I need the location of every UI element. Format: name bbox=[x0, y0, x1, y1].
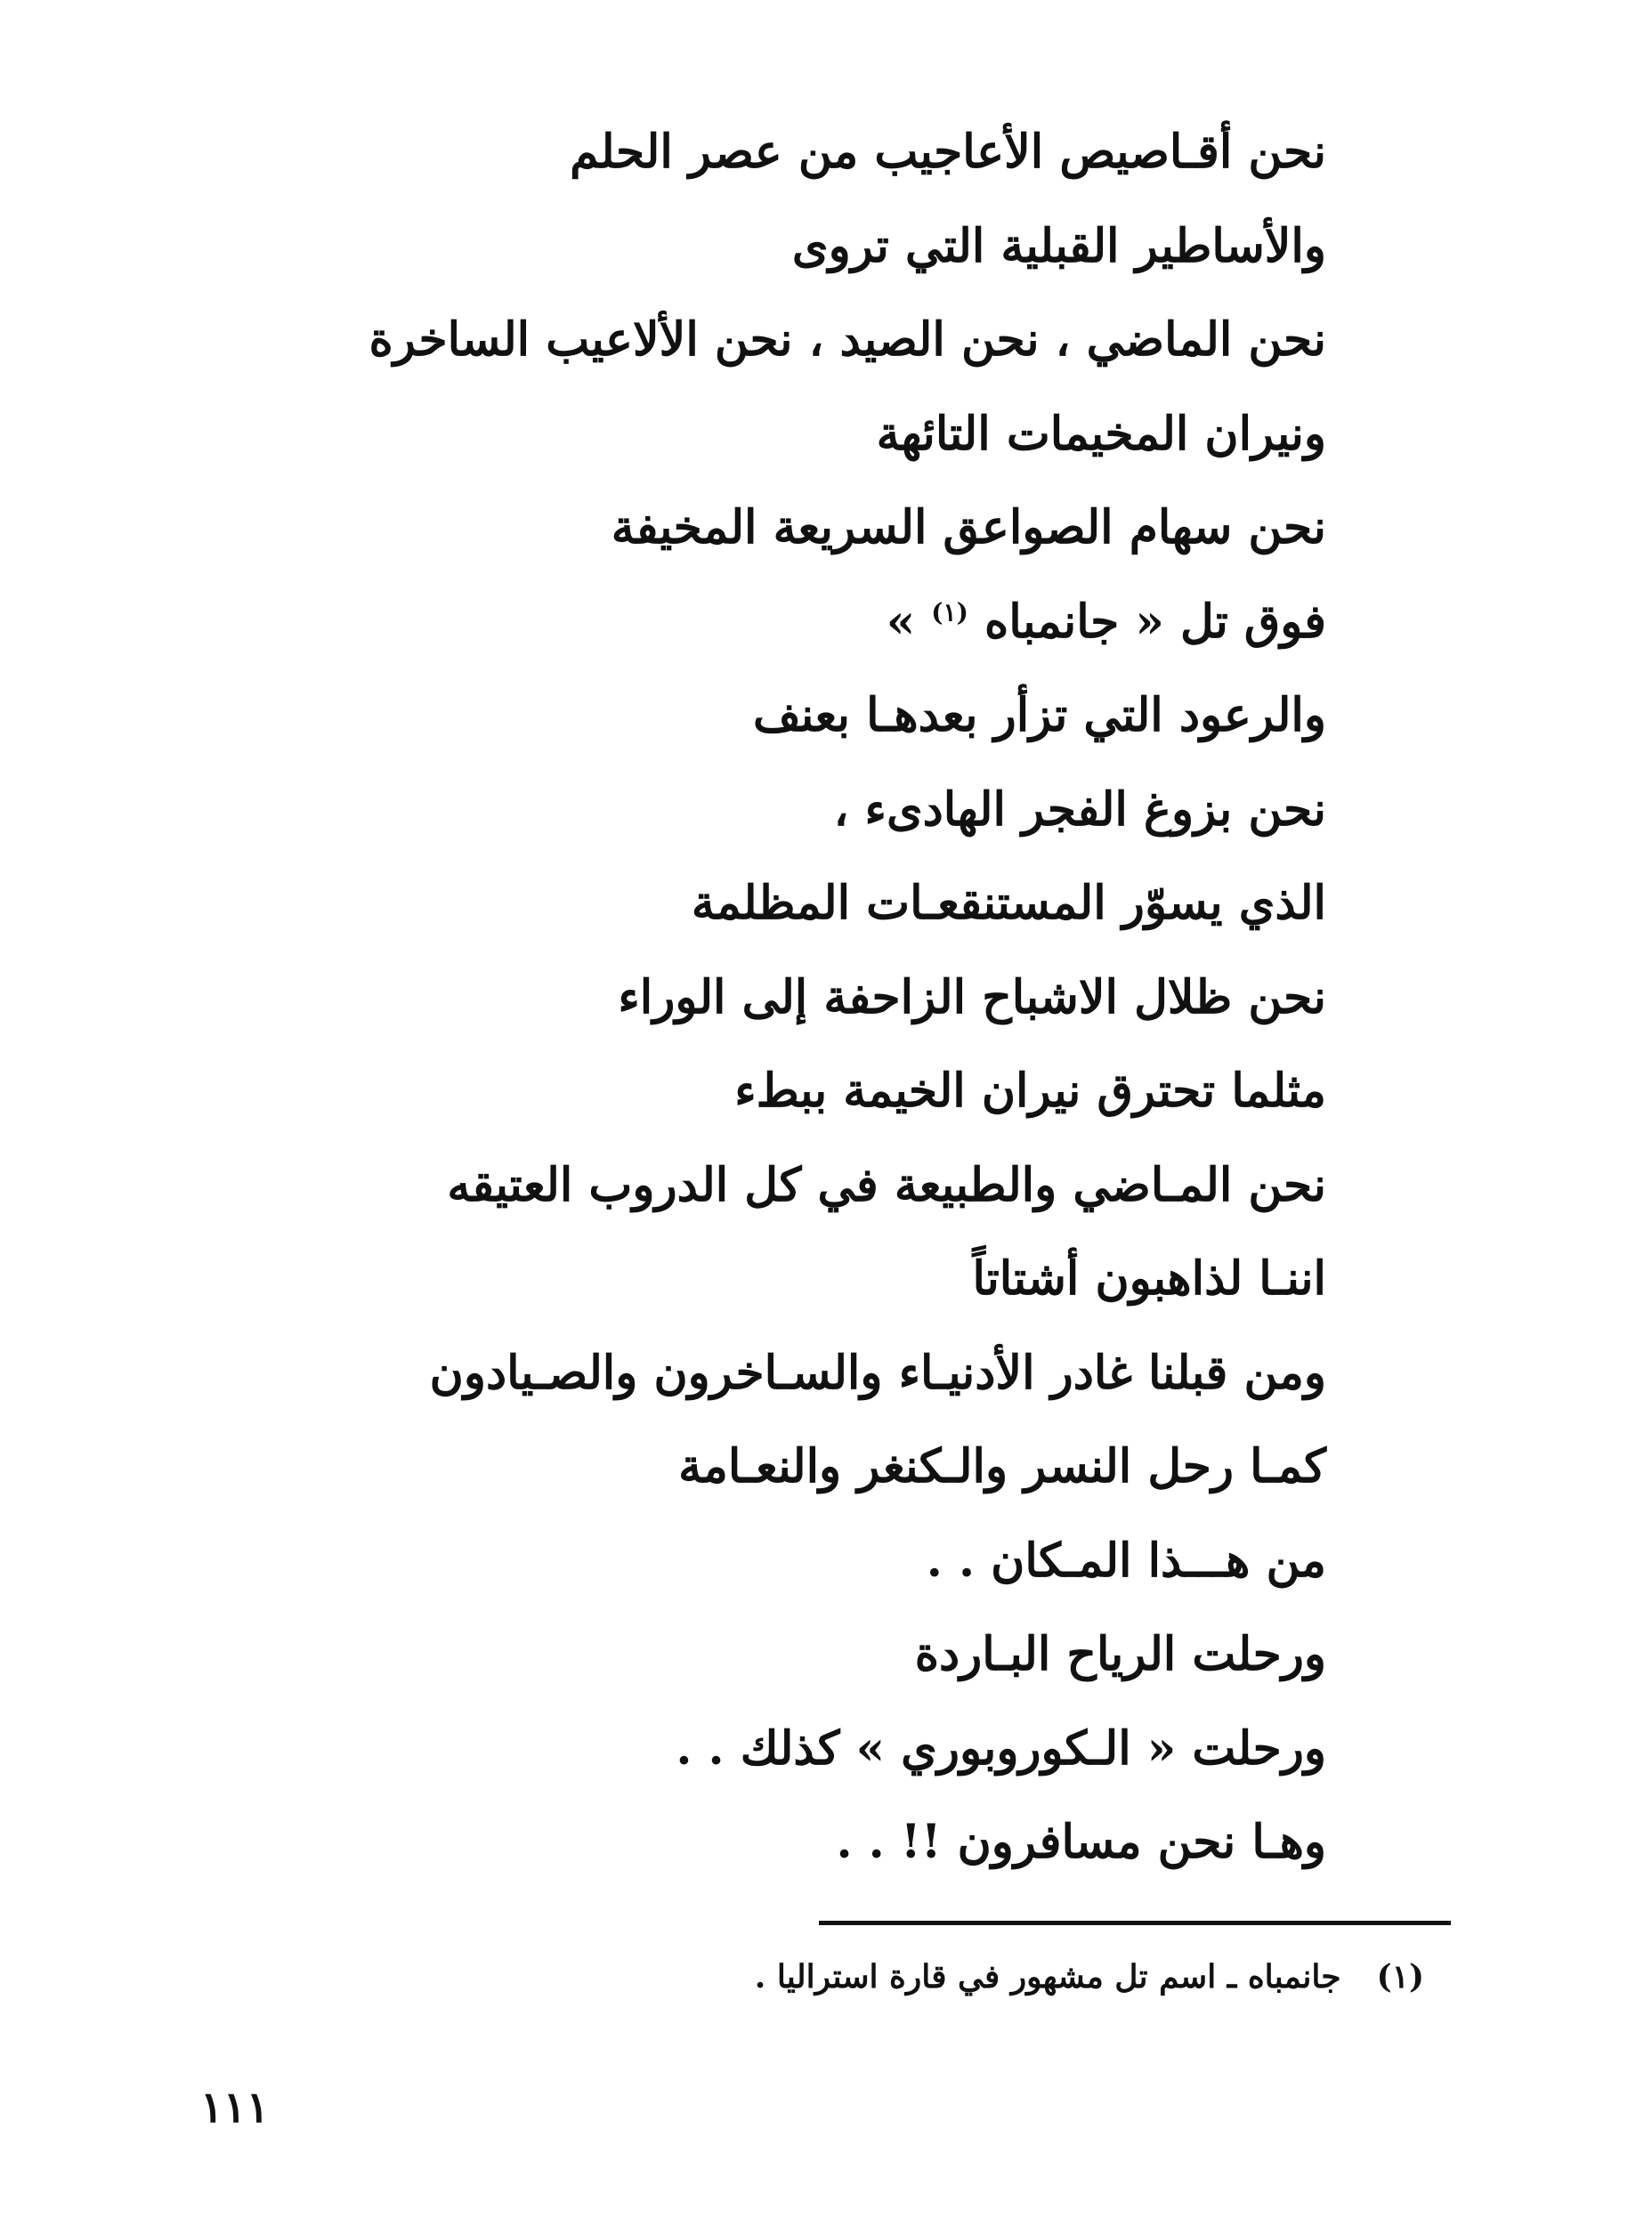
page-number: ١١١ bbox=[200, 2083, 270, 2133]
poem-line: من هـــذا المـكان . . bbox=[926, 1533, 1326, 1588]
poem-line: نحن سهام الصواعق السريعة المخيفة bbox=[611, 500, 1326, 554]
poem-line: نحن الماضي ، نحن الصيد ، نحن الألاعيب الساخرة bbox=[368, 312, 1326, 367]
poem-line: ورحلت الرياح البـاردة bbox=[914, 1627, 1326, 1681]
poem-line: والرعود التي تزأر بعدهـا بعنف bbox=[752, 688, 1326, 742]
footnote-reference[interactable]: (١) bbox=[931, 597, 968, 627]
poem-line: نحن بزوغ الفجر الهادىء ، bbox=[833, 781, 1326, 837]
footnote-text: جانمباه ـ اسم تل مشهور في قارة استراليا . bbox=[754, 1958, 1341, 1995]
footnote-marker: (١) bbox=[1376, 1958, 1424, 1995]
poem-line: نحن أقـاصيص الأعاجيب من عصر الحلم bbox=[570, 125, 1326, 179]
poem-line: ورحلت « الـكوروبوري » كذلك . . bbox=[676, 1720, 1326, 1776]
poem-body bbox=[267, 105, 1326, 1890]
poem-line: ونيران المخيمات التائهة bbox=[876, 406, 1326, 461]
poem-line: والأساطير القبلية التي تروى bbox=[791, 218, 1326, 273]
poem-line: نحن ظلال الاشباح الزاحفة إلى الوراء bbox=[618, 969, 1326, 1024]
footnote-divider bbox=[819, 1921, 1451, 1925]
poem-line: نحن المـاضي والطبيعة في كل الدروب العتيقه bbox=[447, 1157, 1326, 1212]
closing-quote: » bbox=[886, 594, 916, 649]
poem-line: اننـا لذاهبون أشتاتاً bbox=[972, 1251, 1326, 1306]
footnote bbox=[534, 1958, 1424, 1995]
poem-line: ومن قبلنا غادر الأدنيـاء والسـاخرون والصـيادون bbox=[429, 1345, 1326, 1400]
poem-line: مثلما تحترق نيران الخيمة ببطء bbox=[734, 1064, 1326, 1118]
poem-line: الذي يسوّر المستنقعـات المظلمة bbox=[691, 876, 1326, 930]
poem-line-text: فوق تل « جانمباه bbox=[984, 594, 1326, 649]
poem-line: كمـا رحل النسر والـكنغر والنعـامة bbox=[678, 1439, 1326, 1494]
poem-line: وهـا نحن مسافرون !! . . bbox=[836, 1815, 1326, 1869]
poem-line-with-footnote bbox=[267, 575, 1326, 669]
